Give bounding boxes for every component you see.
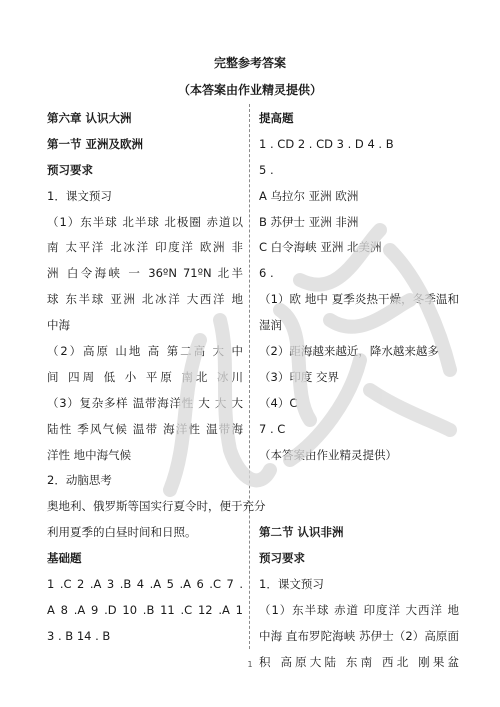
left-line: 球 东半球 亚洲 北冰洋 大西洋 地 — [47, 292, 243, 307]
right-line: 湿润 — [259, 318, 282, 333]
left-line: 预习要求 — [47, 162, 93, 177]
page-number: 1 — [247, 660, 253, 669]
right-line — [259, 494, 459, 520]
right-line: （1）东半球 赤道 印度洋 大西洋 地 — [259, 602, 459, 617]
left-line: 2．动脑思考 — [47, 473, 112, 488]
right-line: （4）C — [259, 395, 298, 410]
right-line: 提高题 — [259, 111, 294, 125]
right-line: 5 . — [259, 162, 274, 177]
right-line: （本答案由作业精灵提供） — [259, 447, 397, 462]
left-line: 1 .C 2 .A 3 .B 4 .A 5 .A 6 .C 7 . — [47, 577, 243, 592]
left-line: 南 太平洋 北冰洋 印度洋 欧洲 非 — [47, 240, 243, 255]
right-line: A 乌拉尔 亚洲 欧洲 — [259, 188, 359, 203]
left-line: 陆性 季风气候 温带 海洋性 温带海 — [47, 421, 243, 436]
right-line: （3）印度 交界 — [259, 369, 339, 384]
right-line — [259, 468, 459, 494]
right-line: 6 . — [259, 266, 274, 281]
column-divider — [249, 104, 251, 649]
left-line: 利用夏季的白昼时间和日照。 — [47, 525, 197, 540]
right-line: C 白令海峡 亚洲 北美洲 — [259, 240, 382, 255]
right-line: （1）欧 地中 夏季炎热干燥，冬季温和 — [259, 292, 459, 307]
left-line: 第一节 亚洲及欧洲 — [47, 136, 144, 151]
right-line: 预习要求 — [259, 551, 305, 566]
left-line: （3）复杂多样 温带海洋性 大 大 大 — [47, 395, 243, 410]
left-line: （1）东半球 北半球 北极圈 赤道以 — [47, 214, 243, 229]
left-line: 基础题 — [47, 551, 82, 566]
right-column — [259, 106, 459, 676]
right-line: 1 . CD 2 . CD 3 . D 4 . B — [259, 136, 394, 151]
right-line: （2）距海越来越近，降水越来越多 — [259, 344, 439, 359]
left-column — [47, 106, 266, 650]
left-line: 洲 白令海峡 一 36ºN 71ºN 北半 — [47, 266, 243, 281]
left-line: 第六章 认识大洲 — [47, 111, 132, 125]
left-line: A 8 .A 9 .D 10 .B 11 .C 12 .A 1 — [47, 602, 243, 617]
left-line: 间 四周 低 小 平原 南北 冰川 — [47, 369, 243, 384]
left-line: 奥地利、俄罗斯等国实行夏令时，便于充分 — [47, 499, 266, 514]
left-line: 1．课文预习 — [47, 188, 112, 203]
left-line: 中海 — [47, 318, 70, 333]
page-subtitle: （本答案由作业精灵提供） — [177, 83, 322, 97]
right-line: B 苏伊士 亚洲 非洲 — [259, 214, 359, 229]
right-line: 1．课文预习 — [259, 577, 324, 592]
left-line: （2）高原 山地 高 第二高 大 中 — [47, 344, 243, 359]
page-title: 完整参考答案 — [213, 56, 286, 70]
left-line: 洋性 地中海气候 — [47, 447, 132, 462]
right-line: 中海 直布罗陀海峡 苏伊士（2）高原面 — [259, 628, 459, 643]
right-line: 7 . C — [259, 421, 286, 436]
left-line: 3 . B 14 . B — [47, 628, 111, 643]
right-line: 积 高原大陆 东南 西北 刚果盆 — [259, 654, 459, 669]
right-line: 第二节 认识非洲 — [259, 525, 344, 540]
